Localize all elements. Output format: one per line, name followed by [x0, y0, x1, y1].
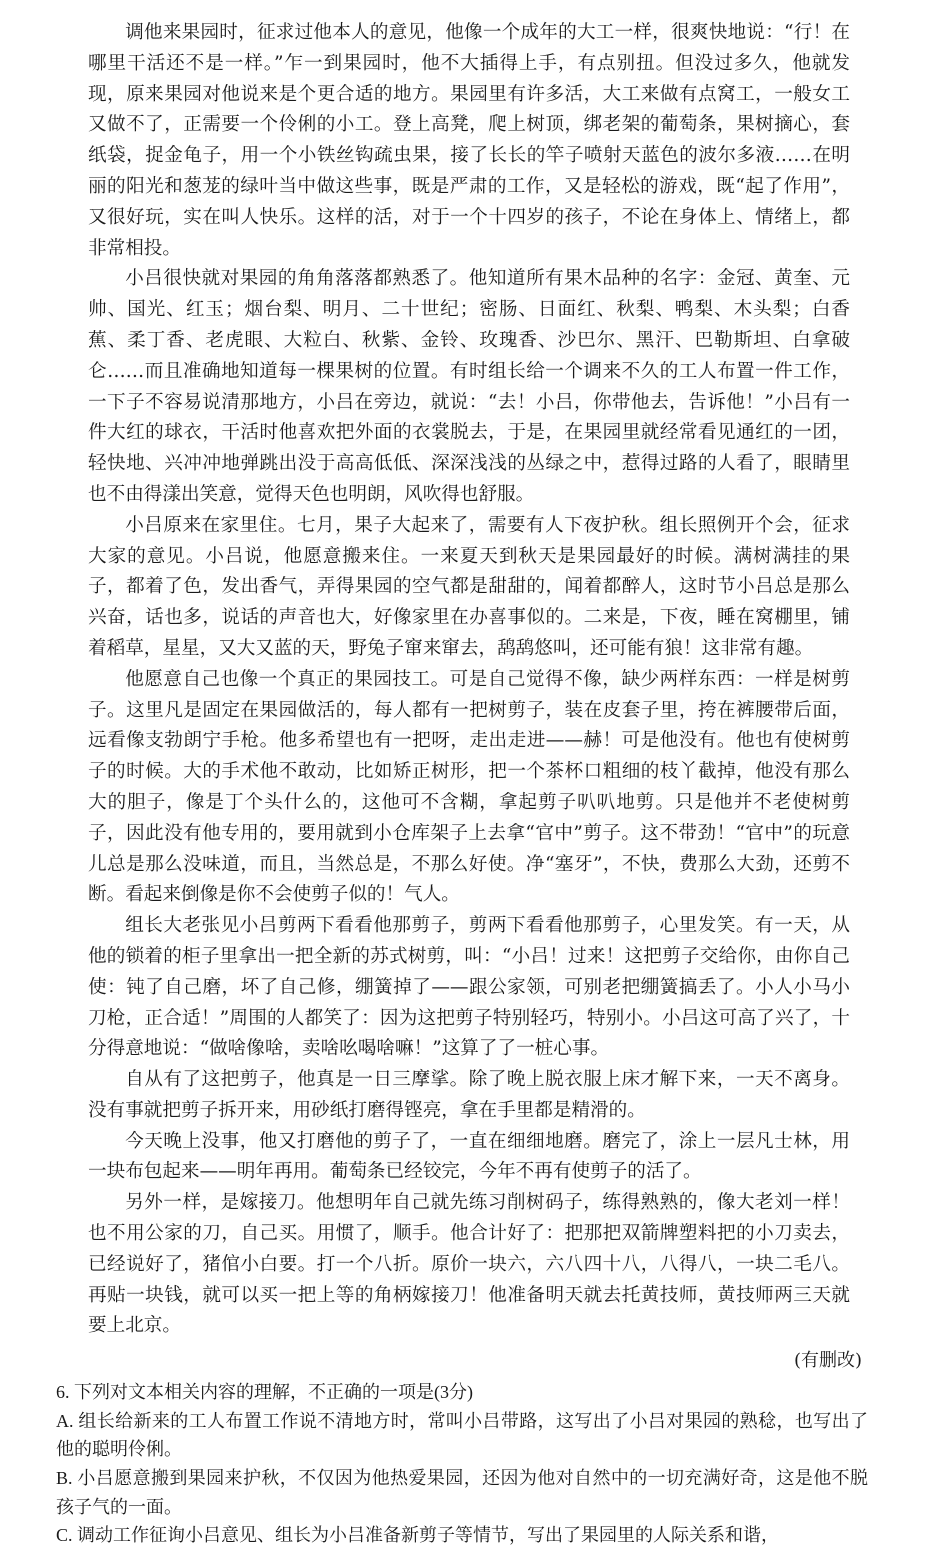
paragraph-8: 另外一样，是嫁接刀。他想明年自己就先练习削树码子，练得熟熟的，像大老刘一样！也不用公家的刀，自己买。用惯了，顺手。他合计好了：把那把双箭牌塑料把的小刀卖去，已经说好了，猪倌小白要。打一个八折。原价一块六，六八四十八，八得八，一块二毛八。再贴一块钱，就可以买一把上等的角柄嫁接刀！他准备明天就去托黄技师，黄技师两三天就要上北京。 — [88, 1192, 850, 1337]
paragraph-4: 他愿意自己也像一个真正的果园技工。可是自己觉得不像，缺少两样东西：一样是树剪子。这里凡是固定在果园做活的，每人都有一把树剪子，装在皮套子里，挎在裤腰带后面，远看像支勃朗宁手枪。他多希望也有一把呀，走出走进——赫！可是他没有。他也有使树剪子的时候。大的手术他不敢动，比如矫正树形，把一个茶杯口粗细的枝丫截掉，他没有那么大的胆子，像是丁个头什么的，这他可不含糊，拿起剪子叭叭地剪。只是他并不老使树剪子，因此没有他专用的，要用就到小仓库架子上去拿“官中”剪子。这不带劲！“官中”的玩意儿总是那么没味道，而且，当然总是，不那么好使。净“塞牙”，不快，费那么大劲，还剪不断。看起来倒像是你不会使剪子似的！气人。 — [88, 668, 850, 906]
option-b: B. 小吕愿意搬到果园来护秋，不仅因为他热爱果园，还因为他对自然中的一切充满好奇，这是他不脱孩子气的一面。 — [56, 1468, 868, 1517]
paragraph-5: 组长大老张见小吕剪两下看看他那剪子，剪两下看看他那剪子，心里发笑。有一天，从他的锁着的柜子里拿出一把全新的苏式树剪，叫：“小吕！过来！这把剪子交给你，由你自己使：钝了自己磨，坏了自己修，绷簧掉了——跟公家领，可别老把绷簧搞丢了。小人小马小刀枪，正合适！”周围的人都笑了：因为这把剪子特别轻巧，特别小。小吕这可高了兴了，十分得意地说：“做啥像啥，卖啥吆喝啥嘛！”这算了了一桩心事。 — [88, 915, 850, 1060]
story-passage — [88, 18, 850, 1342]
source-note: (有删改) — [793, 1350, 862, 1372]
question-stem: 6. 下列对文本相关内容的理解，不正确的一项是(3分) — [56, 1382, 473, 1403]
paragraph-2: 小吕很快就对果园的角角落落都熟悉了。他知道所有果木品种的名字：金冠、黄奎、元帅、国光、红玉；烟台梨、明月、二十世纪；密肠、日面红、秋梨、鸭梨、木头梨；白香蕉、柔丁香、老虎眼、大粒白、秋紫、金铃、玫瑰香、沙巴尔、黑汗、巴勒斯坦、白拿破仑……而且准确地知道每一棵果树的位置。有时组长给一个调来不久的工人布置一件工作，一下子不容易说清那地方，小吕在旁边，就说：“去！小吕，你带他去，告诉他！”小吕有一件大红的球衣，干活时他喜欢把外面的衣裳脱去，于是，在果园里就经常看见通红的一团，轻快地、兴冲冲地弹跳出没于高高低低、深深浅浅的丛绿之中，惹得过路的人看了，眼睛里也不由得漾出笑意，觉得天色也明朗，风吹得也舒服。 — [88, 268, 850, 505]
paragraph-6: 自从有了这把剪子，他真是一日三摩挲。除了晚上脱衣服上床才解下来，一天不离身。没有事就把剪子拆开来，用砂纸打磨得铿亮，拿在手里都是精滑的。 — [88, 1069, 850, 1121]
option-c: C. 调动工作征询小吕意见、组长为小吕准备新剪子等情节，写出了果园里的人际关系和谐， — [56, 1525, 780, 1546]
paragraph-7: 今天晚上没事，他又打磨他的剪子了，一直在细细地磨。磨完了，涂上一层凡士林，用一块布包起来——明年再用。葡萄条已经铰完，今年不再有使剪子的活了。 — [88, 1130, 850, 1183]
question-6 — [56, 1378, 868, 1550]
option-a: A. 组长给新来的工人布置工作说不清地方时，常叫小吕带路，这写出了小吕对果园的熟稔，也写出了他的聪明伶俐。 — [56, 1410, 868, 1460]
paragraph-1: 调他来果园时，征求过他本人的意见，他像一个成年的大工一样，很爽快地说：“行！在哪里干活还不是一样。”乍一到果园时，他不大插得上手，有点别扭。但没过多久，他就发现，原来果园对他说来是个更合适的地方。果园里有许多活，大工来做有点窝工，一般女工又做不了，正需要一个伶俐的小工。登上高凳，爬上树顶，绑老架的葡萄条，果树摘心，套纸袋，捉金龟子，用一个小铁丝钩疏虫果，接了长长的竿子喷射天蓝色的波尔多液……在明丽的阳光和葱茏的绿叶当中做这些事，既是严肃的工作，又是轻松的游戏，既“起了作用”，又很好玩，实在叫人快乐。这样的活，对于一个十四岁的孩子，不论在身体上、情绪上，都非常相投。 — [88, 22, 850, 259]
paragraph-3: 小吕原来在家里住。七月，果子大起来了，需要有人下夜护秋。组长照例开个会，征求大家的意见。小吕说，他愿意搬来住。一来夏天到秋天是果园最好的时候。满树满挂的果子，都着了色，发出香气，弄得果园的空气都是甜甜的，闻着都醉人，这时节小吕总是那么兴奋，话也多，说话的声音也大，好像家里在办喜事似的。二来是，下夜，睡在窝棚里，铺着稻草，星星，又大又蓝的天，野兔子窜来窜去，鸹鸹悠叫，还可能有狼！这非常有趣。 — [88, 514, 850, 659]
